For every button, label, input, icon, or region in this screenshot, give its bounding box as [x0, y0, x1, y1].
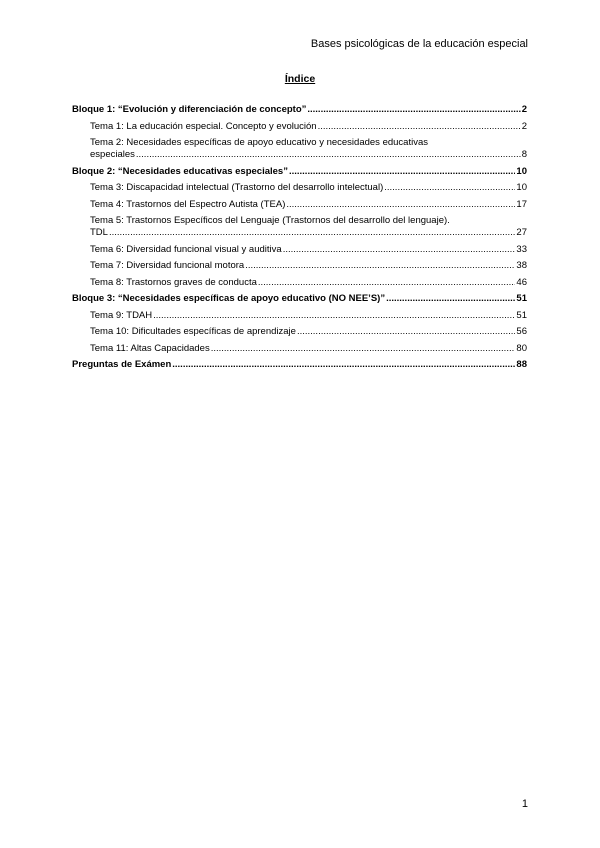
dot-leader: [172, 359, 515, 371]
toc-entry-tema-9[interactable]: [90, 310, 527, 322]
dot-leader: [289, 166, 515, 178]
dot-leader: [245, 260, 515, 272]
running-header: Bases psicológicas de la educación especial: [310, 38, 528, 50]
toc-entry-label: Tema 8: Trastornos graves de conducta: [90, 276, 257, 288]
dot-leader: [258, 277, 516, 289]
toc-entry-label: Tema 6: Diversidad funcional visual y auditiva: [90, 243, 282, 255]
toc-entry-label: Tema 1: La educación especial. Concepto y evolución: [90, 120, 317, 132]
dot-leader: [109, 227, 515, 239]
toc-entry-page: 10: [516, 182, 527, 193]
toc-entry-tema-1[interactable]: [90, 121, 527, 133]
toc-entry-label: Bloque 2: “Necesidades educativas especiales”: [72, 165, 288, 177]
toc-entry-tema-7[interactable]: [90, 260, 527, 272]
dot-leader: [211, 343, 516, 355]
dot-leader: [286, 199, 515, 211]
toc-entry-label: Tema 4: Trastornos del Espectro Autista (TEA): [90, 198, 286, 210]
toc-entry-label: Tema 2: Necesidades específicas de apoyo educativo y necesidades educativas: [90, 137, 428, 148]
toc-entry-page: 8: [521, 149, 527, 160]
toc-entry-page: 33: [516, 243, 527, 255]
toc-entry-page: 46: [516, 276, 527, 288]
toc-entry-bloque-2[interactable]: [72, 166, 527, 178]
dot-leader: [153, 310, 515, 322]
dot-leader: [318, 121, 521, 133]
toc-entry-tema-6[interactable]: [90, 244, 527, 256]
dot-leader: [384, 182, 515, 194]
toc-title: Índice: [284, 73, 316, 85]
toc-entry-page: 2: [521, 104, 527, 115]
page-number: 1: [521, 798, 528, 810]
toc-entry-preguntas[interactable]: [72, 359, 527, 371]
table-of-contents: [72, 104, 527, 376]
toc-entry-page: 27: [516, 227, 527, 238]
toc-entry-bloque-3[interactable]: [72, 293, 527, 305]
toc-entry-tema-5[interactable]: [90, 215, 527, 239]
toc-entry-page: 56: [516, 326, 527, 337]
toc-entry-label: Bloque 1: “Evolución y diferenciación de concepto”: [72, 104, 307, 115]
toc-entry-tema-11[interactable]: [90, 343, 527, 355]
toc-entry-bloque-1[interactable]: [72, 104, 527, 116]
toc-entry-label: Tema 7: Diversidad funcional motora: [90, 260, 245, 271]
toc-entry-tema-10[interactable]: [90, 326, 527, 338]
toc-entry-label: Bloque 3: “Necesidades específicas de apoyo educativo (NO NEE’S)”: [72, 293, 386, 304]
toc-entry-tema-2[interactable]: [90, 137, 527, 161]
toc-entry-label: Tema 11: Altas Capacidades: [90, 342, 210, 354]
toc-entry-page: 88: [516, 359, 527, 370]
toc-entry-label: Tema 10: Dificultades específicas de aprendizaje: [90, 326, 296, 337]
toc-entry-page: 51: [516, 309, 527, 321]
dot-leader: [136, 149, 521, 161]
toc-entry-page: 38: [516, 260, 527, 271]
toc-entry-tema-3[interactable]: [90, 182, 527, 194]
toc-entry-page: 2: [521, 120, 527, 132]
dot-leader: [386, 293, 515, 305]
dot-leader: [283, 244, 516, 256]
toc-entry-label-continued: TDL: [90, 227, 108, 238]
toc-entry-page: 17: [516, 198, 527, 210]
toc-entry-page: 51: [516, 293, 527, 304]
dot-leader: [307, 104, 520, 116]
toc-entry-label: Tema 3: Discapacidad intelectual (Trastorno del desarrollo intelectual): [90, 182, 384, 193]
toc-entry-page: 80: [516, 342, 527, 354]
dot-leader: [297, 326, 515, 338]
toc-entry-page: 10: [516, 165, 527, 177]
toc-entry-tema-8[interactable]: [90, 277, 527, 289]
toc-entry-tema-4[interactable]: [90, 199, 527, 211]
toc-entry-label: Preguntas de Exámen: [72, 359, 172, 370]
toc-entry-label-continued: especiales: [90, 149, 135, 160]
toc-entry-label: Tema 5: Trastornos Específicos del Lenguaje (Trastornos del desarrollo del lenguaje).: [90, 215, 450, 226]
toc-entry-label: Tema 9: TDAH: [90, 309, 153, 321]
